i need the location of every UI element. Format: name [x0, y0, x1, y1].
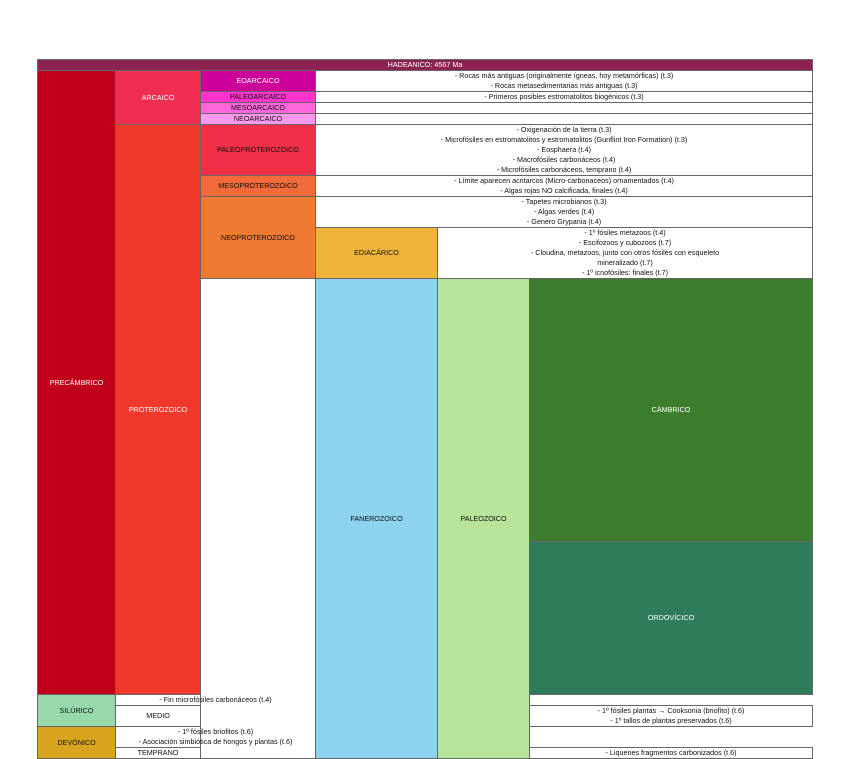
notes-paleoarcaico: - Primeros posibles estromatolitos biogénicos (t.3) [316, 92, 813, 103]
subeon-mesoproterozoico: MESOPROTEROZOICO [201, 176, 316, 197]
notes-eoarcaico [316, 71, 813, 92]
notes-devonico-temprano: - Liquenes fragmentos carbonizados (t.6) [530, 748, 813, 759]
hadeano-header: HADEANICO: 4567 Ma [38, 60, 813, 71]
geologic-timescale-table [37, 59, 813, 759]
note-line: - Límite aparecen acritarcos (Micro-carbonaceos) ornamentados (t.4) [454, 176, 674, 185]
eon-precambrico: PRECÁMBRICO [38, 71, 116, 695]
notes-mesoproterozoico [316, 176, 813, 197]
note-line: - Asociación simbiótica de hongos y plantas (t.6) [138, 737, 293, 746]
note-line: - Algas verdes (t.4) [533, 207, 595, 216]
notes-neoarcaico [316, 114, 813, 125]
period-devonico: DEVÓNICO [38, 727, 116, 759]
note-line: - Rocas más antiguas (originalmente ígneas, hoy metamórficas) (t.3) [454, 71, 674, 80]
epoch-devonico-temprano: TEMPRANO [116, 748, 201, 759]
note-line: - Macrofósiles carbonáceos (t.4) [512, 155, 616, 164]
subeon-eoarcaico: EOARCAICO [201, 71, 316, 92]
note-line: - Microfósiles en estromatolitos y estromatolitos (Gunflint Iron Formation) (t.3) [440, 135, 688, 144]
notes-neoproterozoico [316, 197, 813, 228]
period-ordovicico: ORDOVÍCICO [530, 542, 813, 695]
note-line: mineralizado (t.7) [597, 258, 653, 267]
notes-devonico-general [116, 727, 316, 748]
note-line: - Algas rojas NO calcificada, finales (t.4) [500, 186, 628, 195]
note-line: - 1º fósiles briofitos (t.6) [177, 727, 254, 736]
note-line: - 1º fósiles plantas → Cooksonia (briofito) (t.6) [597, 706, 745, 715]
era-proterozoico: PROTEROZOICO [116, 125, 201, 695]
era-paleozoico: PALEOZOICO [438, 279, 530, 759]
notes-paleoproterozoico [316, 125, 813, 176]
note-line: - Microfósiles carbonáceos, temprano (t.4) [496, 165, 632, 174]
notes-ediacarico [438, 228, 813, 279]
note-line: - Eosphaera (t.4) [537, 145, 591, 154]
period-ediacarico: EDIACÁRICO [316, 228, 438, 279]
period-cambrico: CÁMBRICO [530, 279, 813, 542]
note-line: - Oxigenación de la tierra (t.3) [516, 125, 612, 134]
subeon-mesoarcaico: MESOARCAICO [201, 103, 316, 114]
epoch-silurico-medio: MEDIO [116, 706, 201, 727]
note-line: - Cloudina, metazoos, junto con otros fósiles con esqueleto [530, 248, 720, 257]
note-line: - Escifozoos y cubozoos (t.7) [578, 238, 672, 247]
notes-mesoarcaico [316, 103, 813, 114]
subeon-paleoproterozoico: PALEOPROTEROZOICO [201, 125, 316, 176]
note-line: - 1º fósiles metazoos (t.4) [584, 228, 666, 237]
period-silurico: SILÚRICO [38, 695, 116, 727]
notes-silurico-general: - Fin microfósiles carbonáceos (t.4) [116, 695, 316, 706]
note-line: - 1º tallos de plantas preservados (t.6) [610, 716, 732, 725]
subeon-paleoarcaico: PALEOARCAICO [201, 92, 316, 103]
notes-silurico-medio [530, 706, 813, 727]
note-line: - Rocas metasedimentarias más antiguas (t.3) [490, 81, 638, 90]
subeon-neoarcaico: NEOARCAICO [201, 114, 316, 125]
note-line: - Tapetes microbianos (t.3) [521, 197, 607, 206]
note-line: - 1º icnofósiles: finales (t.7) [581, 268, 669, 277]
eon-fanerozoico: FANEROZOICO [316, 279, 438, 759]
note-line: - Genero Grypania (t.4) [526, 217, 602, 226]
eon-blank-cell [201, 279, 316, 759]
subeon-neoproterozoico: NEOPROTEROZOICO [201, 197, 316, 279]
era-arcaico: ARCAICO [116, 71, 201, 125]
